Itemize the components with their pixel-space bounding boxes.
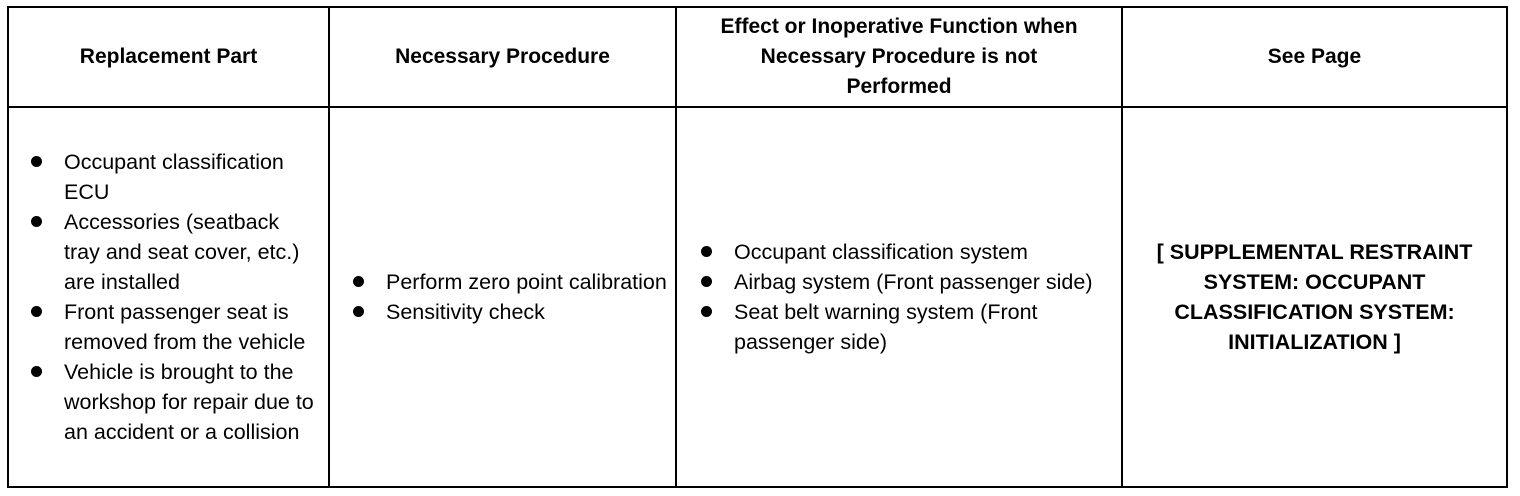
list-item: Vehicle is brought to the workshop for repair due to an accident or a collision: [64, 357, 320, 447]
list-item: Perform zero point calibration: [386, 267, 675, 297]
procedure-cell: [329, 107, 676, 487]
replacement-part-list: [9, 147, 328, 447]
header-effect-line: Necessary Procedure is not: [760, 45, 1038, 68]
see-page-link-line[interactable]: [ SUPPLEMENTAL RESTRAINT: [1156, 240, 1473, 264]
effect-list: [677, 237, 1121, 357]
effect-cell: [676, 107, 1122, 487]
replacement-part-cell: [8, 107, 329, 487]
header-replacement-part: Replacement Part: [8, 7, 329, 107]
header-effect-line: Effect or Inoperative Function when: [720, 15, 1078, 38]
see-page-cell: [1122, 107, 1507, 487]
list-item: Occupant classification ECU: [64, 147, 320, 207]
procedure-list: [330, 267, 675, 327]
list-item: Airbag system (Front passenger side): [734, 267, 1121, 297]
see-page-link-line[interactable]: SYSTEM: OCCUPANT: [1203, 270, 1426, 294]
table-row: [8, 107, 1507, 487]
header-row: [8, 7, 1507, 107]
replacement-procedure-table: [7, 6, 1508, 488]
list-item: Accessories (seatback tray and seat cover, etc.) are installed: [64, 207, 320, 297]
list-item: Front passenger seat is removed from the vehicle: [64, 297, 320, 357]
list-item: Occupant classification system: [734, 237, 1121, 267]
header-effect: [676, 7, 1122, 107]
header-effect-line: Performed: [846, 75, 952, 98]
list-item: Seat belt warning system (Front passenger side): [734, 297, 1121, 357]
list-item: Sensitivity check: [386, 297, 675, 327]
header-see-page: See Page: [1122, 7, 1507, 107]
see-page-link-line[interactable]: CLASSIFICATION SYSTEM:: [1174, 300, 1455, 324]
header-necessary-procedure: Necessary Procedure: [329, 7, 676, 107]
see-page-link-line[interactable]: INITIALIZATION ]: [1228, 330, 1401, 354]
